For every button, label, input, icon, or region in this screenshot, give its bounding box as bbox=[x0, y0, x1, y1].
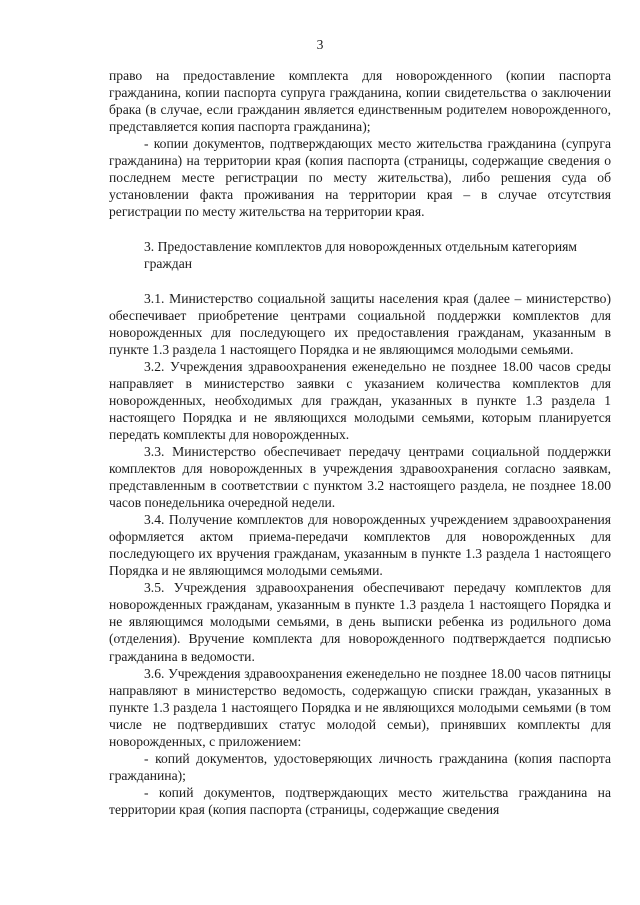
list-item: - копий документов, подтверждающих место жительства гражданина на территории края (копия паспорта (страницы, содержащие сведения bbox=[109, 784, 611, 817]
page-number: 3 bbox=[316, 37, 324, 52]
clause-3-2: 3.2. Учреждения здравоохранения еженедельно не позднее 18.00 часов среды направляет в министерство заявки с указанием количества комплектов для новорожденных, необходимых для граждан, указанных в пункте 1.3 раздела 1 настоящего Порядка и не являющихся молодыми семьями, которым планируется передать комплекты для новорожденных. bbox=[109, 358, 611, 442]
clause-3-6: 3.6. Учреждения здравоохранения еженедельно не позднее 18.00 часов пятницы направляют в министерство ведомость, содержащую списки граждан, указанных в пункте 1.3 раздела 1 настоящего Порядка и не являющихся молодыми семьями (в том числе не подтвердивших статус молодой семьи), принявших комплекты для новорожденных, с приложением: bbox=[109, 665, 611, 749]
list-item: - копии документов, подтверждающих место жительства гражданина (супруга гражданина) на территории края (копия паспорта (страницы, содержащие сведения о последнем месте регистрации по месту жительства), либо решения суда об установлении факта проживания на территории края – в случае отсутствия регистрации по месту жительства на территории края. bbox=[109, 136, 611, 220]
clause-3-5: 3.5. Учреждения здравоохранения обеспечивают передачу комплектов для новорожденных гражданам, указанным в пункте 1.3 раздела 1 настоящего Порядка и не являющимся молодыми семьями, в день выписки ребенка из родильного дома (отделения). Вручение комплекта для новорожденного подтверждается подписью гражданина в ведомости. bbox=[109, 580, 611, 664]
clause-3-3: 3.3. Министерство обеспечивает передачу центрами социальной поддержки комплектов для новорожденных в учреждения здравоохранения согласно заявкам, представленным в соответствии с пунктом 3.2 настоящего раздела, не позднее 18.00 часов понедельника очередной недели. bbox=[109, 443, 611, 511]
clause-3-4: 3.4. Получение комплектов для новорожденных учреждением здравоохранения оформляется актом приема-передачи комплектов для новорожденных для последующего их вручения гражданам, указанным в пункте 1.3 раздела 1 настоящего Порядка и не являющимся молодыми семьями. bbox=[109, 512, 611, 579]
document-body bbox=[109, 67, 611, 818]
list-item: - копий документов, удостоверяющих личность гражданина (копия паспорта гражданина); bbox=[109, 750, 611, 783]
paragraph: право на предоставление комплекта для новорожденного (копии паспорта гражданина, копии паспорта супруга гражданина, копии свидетельства о заключении брака (в случае, если гражданин является единственным родителем новорожденного, представляется копия паспорта гражданина); bbox=[109, 68, 611, 135]
clause-3-1: 3.1. Министерство социальной защиты населения края (далее – министерство) обеспечивает приобретение центрами социальной поддержки комплектов для новорожденных для последующего их предоставления гражданам, указанным в пункте 1.3 раздела 1 настоящего Порядка и не являющимся молодыми семьями. bbox=[109, 290, 611, 357]
section-heading: 3. Предоставление комплектов для новорожденных отдельным категориям граждан bbox=[144, 239, 578, 272]
